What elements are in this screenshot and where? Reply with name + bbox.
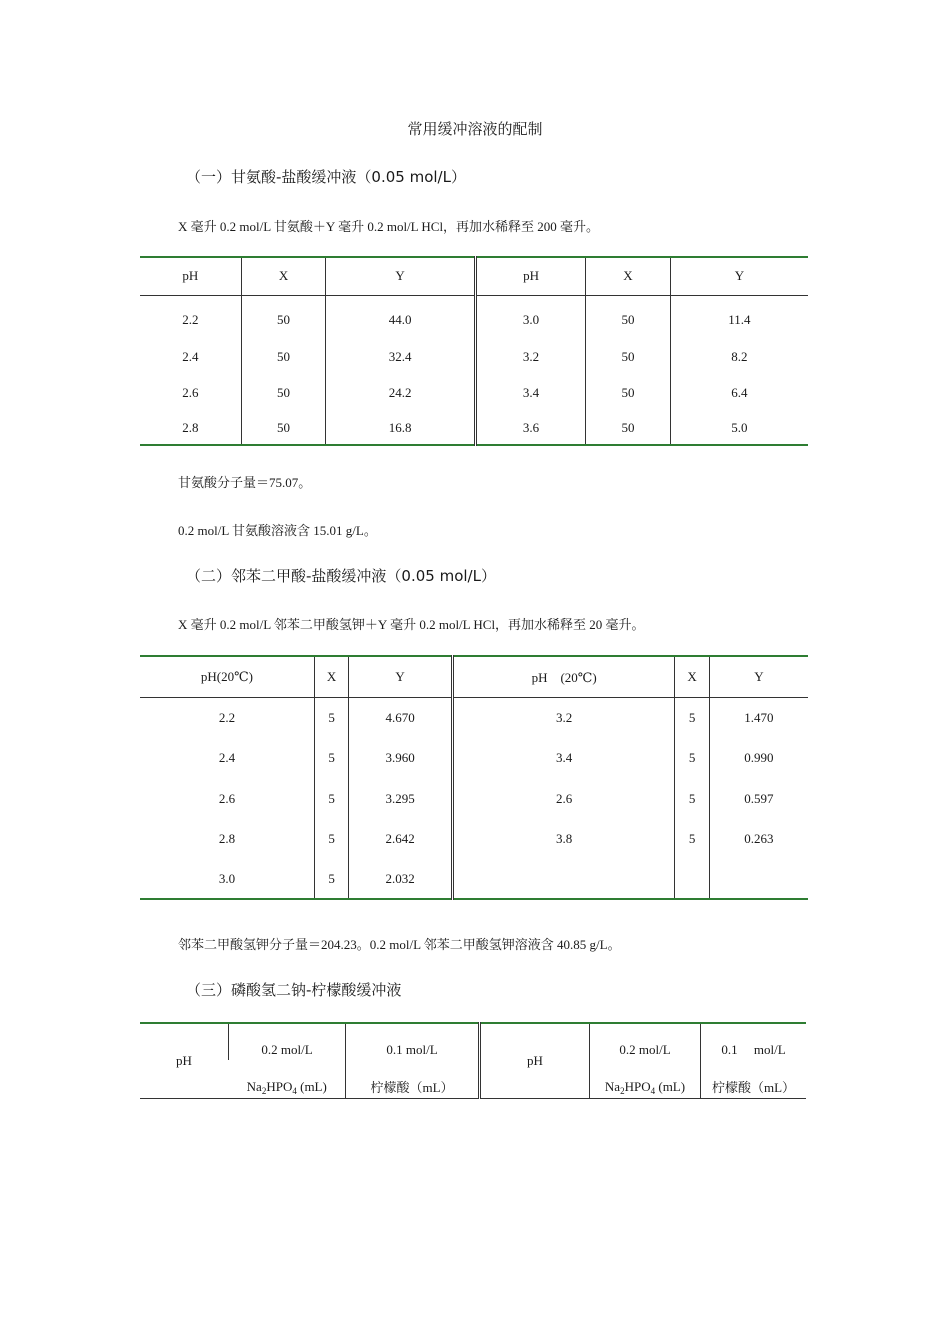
table-cell [452, 859, 674, 899]
formula-part: HPO [266, 1078, 293, 1094]
table-cell: 44.0 [326, 295, 476, 339]
formula-unit: (mL) [655, 1078, 686, 1094]
table-cell: 3.8 [452, 819, 674, 859]
phosphate-citrate-table-header [140, 1022, 806, 1099]
formula-part: HPO [624, 1078, 651, 1094]
table-cell: 2.8 [218, 831, 236, 846]
header-cell: pH [475, 257, 585, 295]
ph-header-right: pH [480, 1023, 590, 1098]
table-cell: 2.642 [349, 819, 453, 859]
table-row [140, 859, 808, 899]
table-cell: 3.4 [475, 375, 585, 411]
table-cell: 5 [675, 697, 709, 738]
table-cell: 2.032 [349, 859, 453, 899]
citric-conc-right: 0.1 mol/L [701, 1023, 807, 1060]
table-cell: 3.2 [475, 339, 585, 375]
table-cell: 2.4 [218, 750, 236, 765]
section1-note-concentration: 0.2 mol/L 甘氨酸溶液含 15.01 g/L。 [178, 523, 377, 538]
na2hpo4-label-right [590, 1060, 701, 1098]
table-cell: 3.295 [349, 778, 453, 819]
formula-subscript: 4 [292, 1085, 297, 1096]
table-row [140, 295, 808, 339]
table-cell: 50 [586, 375, 671, 411]
table-cell: 5 [675, 819, 709, 859]
table-cell: 2.4 [182, 349, 199, 364]
table-cell: 3.2 [452, 697, 674, 738]
header-cell: pH (20℃) [452, 656, 674, 697]
table-header-row-bottom [140, 1060, 806, 1098]
formula-part: Na [604, 1078, 621, 1094]
table-cell: 2.2 [182, 312, 199, 328]
table-row [140, 375, 808, 411]
table-cell: 5 [314, 738, 348, 778]
phthalate-hcl-table [140, 655, 808, 900]
table-cell: 50 [241, 295, 326, 339]
table-cell: 50 [586, 339, 671, 375]
table-cell: 50 [586, 295, 671, 339]
table-cell: 4.670 [349, 697, 453, 738]
na2hpo4-conc-left: 0.2 mol/L [229, 1023, 346, 1060]
table-cell: 50 [241, 339, 326, 375]
table-cell: 5 [675, 778, 709, 819]
table-cell: 5 [314, 778, 348, 819]
table-row [140, 778, 808, 819]
formula-subscript: 4 [650, 1085, 656, 1096]
section1-intro: X 毫升 0.2 mol/L 甘氨酸＋Y 毫升 0.2 mol/L HCl，再加水稀释至 200 毫升。 [178, 219, 600, 234]
section1-note-molecular-weight: 甘氨酸分子量＝75.07。 [178, 475, 312, 490]
page-title: 常用缓冲溶液的配制 [407, 122, 543, 138]
header-cell: Y [326, 257, 476, 295]
table-header-row-top [140, 1023, 806, 1060]
table-cell: 5.0 [670, 411, 808, 445]
table-cell: 16.8 [326, 411, 476, 445]
formula-unit: (mL) [296, 1078, 327, 1094]
table-header-row [140, 257, 808, 295]
section3-heading: （三）磷酸氢二钠-柠檬酸缓冲液 [186, 981, 402, 999]
table-cell: 2.8 [182, 419, 199, 435]
table-cell: 5 [314, 859, 348, 899]
section1-heading: （一）甘氨酸-盐酸缓冲液（0.05 mol/L） [186, 168, 466, 186]
table-cell: 0.990 [709, 738, 808, 778]
na2hpo4-conc-right: 0.2 mol/L [590, 1023, 701, 1060]
header-cell: pH [140, 257, 241, 295]
table-cell: 50 [241, 375, 326, 411]
header-cell: X [586, 257, 671, 295]
table-cell: 1.470 [709, 697, 808, 738]
table-header-row [140, 656, 808, 697]
formula-subscript: 2 [261, 1085, 267, 1096]
table-cell: 11.4 [670, 295, 808, 339]
formula-subscript: 2 [620, 1085, 625, 1096]
table-row [140, 339, 808, 375]
header-cell: Y [709, 656, 808, 697]
citric-label-left: 柠檬酸（mL） [346, 1060, 480, 1098]
table-cell: 0.597 [709, 778, 808, 819]
table-cell: 2.2 [218, 709, 236, 725]
table-cell [709, 859, 808, 899]
ph-header-left: pH [176, 1052, 192, 1068]
table-cell: 3.0 [475, 295, 585, 339]
table-cell: 5 [675, 738, 709, 778]
section2-note: 邻苯二甲酸氢钾分子量＝204.23。0.2 mol/L 邻苯二甲酸氢钾溶液含 40.85 g/L。 [178, 937, 621, 952]
table-cell: 3.6 [475, 411, 585, 445]
table-cell: 2.6 [452, 778, 674, 819]
table-cell: 2.6 [218, 790, 236, 806]
header-cell: X [675, 656, 709, 697]
table-cell: 3.0 [218, 870, 236, 886]
table-cell: 32.4 [326, 339, 476, 375]
table-row [140, 697, 808, 738]
header-cell: X [314, 656, 348, 697]
table-cell: 5 [314, 819, 348, 859]
table-cell: 24.2 [326, 375, 476, 411]
table-cell: 3.4 [452, 738, 674, 778]
header-cell: pH(20℃) [140, 656, 314, 697]
na2hpo4-label-left [229, 1060, 346, 1098]
table-cell: 8.2 [670, 339, 808, 375]
table-row [140, 819, 808, 859]
table-cell: 2.6 [182, 385, 199, 400]
formula-part: Na [246, 1078, 262, 1094]
table-cell: 50 [241, 411, 326, 445]
table-cell: 5 [314, 697, 348, 738]
table-cell: 3.960 [349, 738, 453, 778]
section2-heading: （二）邻苯二甲酸-盐酸缓冲液（0.05 mol/L） [186, 567, 496, 585]
table-cell: 50 [586, 411, 671, 445]
table-row [140, 738, 808, 778]
table-row [140, 411, 808, 445]
header-cell: Y [670, 257, 808, 295]
header-cell: Y [349, 656, 453, 697]
table-cell: 6.4 [670, 375, 808, 411]
table-cell: 0.263 [709, 819, 808, 859]
section2-intro: X 毫升 0.2 mol/L 邻苯二甲酸氢钾＋Y 毫升 0.2 mol/L HCl，再加水稀释至 20 毫升。 [178, 617, 645, 632]
citric-label-right: 柠檬酸（mL） [701, 1060, 807, 1098]
table-cell [675, 859, 709, 899]
header-cell: X [241, 257, 326, 295]
glycine-hcl-table [140, 256, 808, 446]
citric-conc-left: 0.1 mol/L [346, 1023, 480, 1060]
